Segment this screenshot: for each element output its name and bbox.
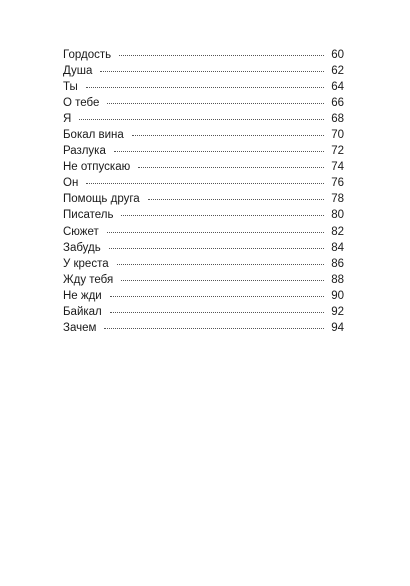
toc-entry-title: У креста (63, 257, 109, 270)
toc-entry (63, 288, 344, 304)
dot-leader (86, 86, 324, 88)
toc-entry-title: Разлука (63, 145, 106, 158)
toc-entry-page: 86 (331, 257, 344, 270)
dot-leader (107, 102, 324, 104)
toc-entry-title: О тебе (63, 97, 100, 110)
toc-entry (63, 143, 344, 159)
toc-entry-title: Душа (63, 65, 93, 78)
dot-leader (117, 263, 324, 265)
toc-entry (63, 304, 344, 320)
dot-leader (119, 54, 324, 56)
toc-entry-title: Гордость (63, 49, 112, 61)
toc-entry (63, 272, 344, 288)
toc-entry-page: 84 (331, 241, 344, 254)
toc-entry (63, 47, 344, 63)
toc-entry-page: 64 (331, 81, 344, 94)
table-of-contents (63, 47, 344, 336)
toc-entry-page: 76 (331, 177, 344, 190)
toc-entry (63, 224, 344, 240)
toc-entry (63, 256, 344, 272)
dot-leader (109, 247, 324, 249)
dot-leader (110, 311, 324, 313)
toc-entry (63, 95, 344, 111)
toc-entry (63, 63, 344, 79)
dot-leader (138, 166, 324, 168)
toc-entry-title: Байкал (63, 305, 102, 318)
dot-leader (86, 182, 324, 184)
dot-leader (121, 214, 324, 216)
toc-entry-page: 80 (331, 209, 344, 222)
dot-leader (110, 295, 324, 297)
dot-leader (114, 150, 324, 152)
toc-entry (63, 175, 344, 191)
toc-entry-page: 62 (331, 65, 344, 78)
toc-entry-page: 66 (331, 97, 344, 110)
toc-entry (63, 79, 344, 95)
toc-entry-page: 92 (331, 305, 344, 318)
toc-entry-page: 68 (331, 113, 344, 126)
toc-entry-title: Бокал вина (63, 129, 124, 142)
toc-entry-title: Помощь друга (63, 193, 140, 206)
toc-entry-title: Ты (63, 81, 78, 94)
toc-entry (63, 127, 344, 143)
toc-entry-title: Не отпускаю (63, 161, 131, 174)
toc-entry (63, 320, 344, 336)
toc-entry-title: Забудь (63, 241, 101, 254)
toc-entry-page: 72 (331, 145, 344, 158)
dot-leader (104, 327, 324, 329)
toc-entry (63, 240, 344, 256)
toc-entry-title: Жду тебя (63, 273, 114, 286)
toc-entry-title: Зачем (63, 321, 97, 334)
toc-entry-page: 74 (331, 161, 344, 174)
dot-leader (132, 134, 324, 136)
toc-entry-page: 60 (331, 49, 344, 61)
dot-leader (100, 70, 324, 72)
toc-entry-title: Я (63, 113, 72, 126)
toc-entry-page: 90 (331, 289, 344, 302)
toc-entry (63, 111, 344, 127)
toc-entry (63, 191, 344, 207)
toc-entry (63, 207, 344, 223)
toc-entry-page: 78 (331, 193, 344, 206)
toc-entry-title: Он (63, 177, 79, 190)
toc-entry-page: 82 (331, 225, 344, 238)
toc-entry-title: Сюжет (63, 225, 99, 238)
dot-leader (148, 198, 324, 200)
toc-entry-page: 94 (331, 321, 344, 334)
toc-entry-page: 70 (331, 129, 344, 142)
toc-entry-title: Не жди (63, 289, 102, 302)
dot-leader (107, 231, 324, 233)
toc-entry (63, 159, 344, 175)
toc-entry-page: 88 (331, 273, 344, 286)
dot-leader (121, 279, 324, 281)
toc-entry-title: Писатель (63, 209, 114, 222)
dot-leader (79, 118, 324, 120)
